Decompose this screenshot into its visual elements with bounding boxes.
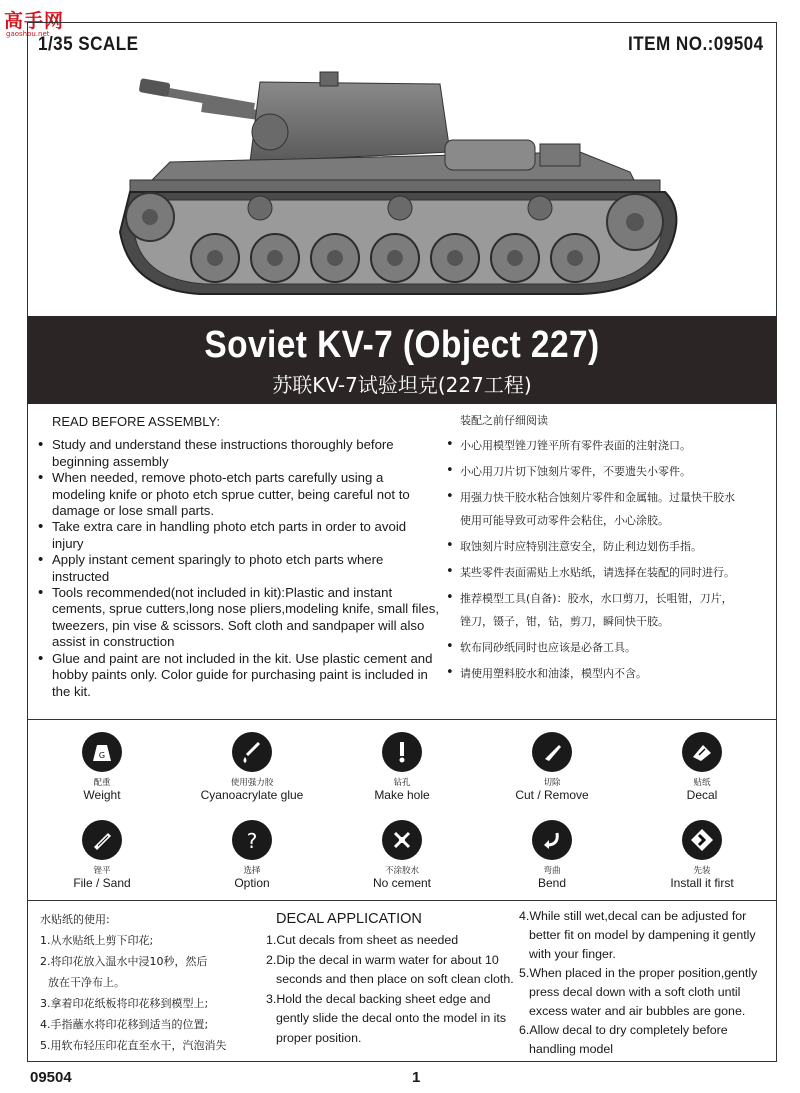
legend-label-cn: 钻孔 — [393, 778, 411, 788]
decal-line: 4.手指蘸水将印花移到适当的位置; — [40, 1018, 209, 1031]
legend-label-en: Bend — [537, 876, 567, 890]
install-first-icon — [682, 820, 722, 860]
list-item: • 某些零件表面需贴上水贴纸，请选择在装配的同时进行。 — [444, 566, 774, 579]
assembly-heading-en: READ BEFORE ASSEMBLY: — [52, 414, 221, 429]
decal-line: seconds and then place on soft clean cloth. — [276, 972, 514, 986]
legend-weight — [27, 732, 177, 802]
legend-label-en: Make hole — [374, 788, 430, 802]
legend-option — [177, 820, 327, 890]
list-item-line: 用强力快干胶水粘合蚀刻片零件和金属轴。过量快干胶水 — [460, 491, 735, 504]
tank-illustration — [110, 62, 690, 302]
legend-label-cn: 不涂胶水 — [384, 866, 419, 876]
watermark-url: gaoshou.net — [6, 30, 50, 38]
watermark-text: 高手网 — [4, 10, 65, 32]
scale-label: 1/35 SCALE — [38, 34, 139, 55]
list-item: • When needed, remove photo-etch parts carefully using a modeling knife or photo etch sprue cutter, being careful not to damage or lose small parts. — [38, 470, 440, 519]
list-item: • Glue and paint are not included in the kit. Use plastic cement and hobby paints only. Color guide for purchasing paint is included in the kit. — [38, 651, 440, 700]
svg-text:?: ? — [246, 829, 258, 853]
weight-icon — [82, 732, 122, 772]
no-cement-icon — [382, 820, 422, 860]
decal-line: 5.When placed in the proper position,gently — [519, 966, 758, 980]
legend-label-en: Decal — [686, 788, 718, 802]
title-banner — [27, 316, 777, 404]
legend-install-first — [627, 820, 777, 890]
legend-label-cn: 锉平 — [93, 866, 111, 876]
list-item: • Study and understand these instructions thoroughly before beginning assembly — [38, 437, 440, 470]
decal-line: 4.While still wet,decal can be adjusted for — [519, 909, 747, 923]
footer-item-code: 09504 — [30, 1069, 72, 1086]
decal-line: 1.从水贴纸上剪下印花; — [40, 934, 154, 947]
list-item: • Apply instant cement sparingly to photo etch parts where instructed — [38, 552, 440, 585]
decal-heading-en: DECAL APPLICATION — [276, 911, 422, 927]
list-item: • 请使用塑料胶水和油漆，模型内不含。 — [444, 667, 774, 680]
decal-line: 2.将印花放入温水中浸10秒，然后 — [40, 955, 208, 968]
knife-icon — [532, 732, 572, 772]
section-divider — [27, 719, 777, 720]
decal-line: 3.拿着印花纸板将印花移到模型上; — [40, 997, 209, 1010]
glue-bottle-icon — [232, 732, 272, 772]
list-item — [444, 491, 774, 527]
legend-label-en: Cyanoacrylate glue — [200, 788, 304, 802]
list-item — [444, 592, 774, 628]
decal-line: 2.Dip the decal in warm water for about 10 — [266, 952, 499, 967]
legend-glue — [177, 732, 327, 802]
legend-label-cn: 配重 — [93, 778, 111, 788]
product-subtitle-cn: 苏联KV-7试验坦克(227工程) — [272, 373, 532, 397]
list-item: • Take extra care in handling photo etch parts in order to avoid injury — [38, 519, 440, 552]
legend-label-cn: 贴纸 — [693, 778, 711, 788]
decal-line: 6.Allow decal to dry completely before — [519, 1023, 728, 1037]
decal-instructions-en-left — [266, 909, 516, 1048]
legend-label-cn: 切除 — [543, 778, 561, 788]
legend-label-en: File / Sand — [73, 876, 131, 890]
legend-label-en: Weight — [83, 788, 121, 802]
list-item: • 取蚀刻片时应特别注意安全，防止利边划伤手指。 — [444, 540, 774, 553]
legend-no-cement — [327, 820, 477, 890]
legend-cut — [477, 732, 627, 802]
item-number: ITEM NO.:09504 — [628, 34, 764, 55]
decal-line: handling model — [529, 1042, 614, 1056]
product-title: Soviet KV-7 (Object 227) — [204, 324, 600, 366]
decal-line: 1.Cut decals from sheet as needed — [266, 933, 459, 947]
legend-drill — [327, 732, 477, 802]
list-item: • 小心用模型锉刀锉平所有零件表面的注射浇口。 — [444, 439, 774, 452]
list-item-line: 锉刀，镊子，钳，钻，剪刀，瞬间快干胶。 — [460, 615, 669, 628]
decal-line: press decal down with a soft cloth until — [529, 985, 741, 999]
drill-icon — [382, 732, 422, 772]
decal-instructions-cn — [40, 909, 260, 1056]
legend-label-cn: 先装 — [693, 866, 711, 876]
legend-label-cn: 使用强力胶 — [230, 778, 274, 788]
legend-decal — [627, 732, 777, 802]
bend-arrow-icon — [532, 820, 572, 860]
list-item: • Tools recommended(not included in kit):Plastic and instant cements, sprue cutters,long nose pliers,modeling knife, small files, tweezers, pin vise & scissors. Soft cloth and sandpaper will also assist in construction — [38, 585, 440, 651]
decal-line: with your finger. — [529, 947, 616, 961]
assembly-notes-cn — [444, 414, 774, 693]
section-divider — [27, 900, 777, 901]
list-item-line: 推荐模型工具(自备)：胶水，水口剪刀，长咀钳，刀片， — [460, 592, 733, 605]
decal-heading-cn: 水贴纸的使用: — [40, 913, 110, 926]
file-sand-icon — [82, 820, 122, 860]
decal-line: 放在干净布上。 — [48, 976, 125, 989]
legend-label-en: Install it first — [670, 876, 734, 890]
legend-file — [27, 820, 177, 890]
decal-line: gently slide the decal onto the model in its — [276, 1011, 507, 1025]
question-mark-icon — [232, 820, 272, 860]
decal-line: proper position. — [276, 1030, 362, 1045]
decal-line: 3.Hold the decal backing sheet edge and — [266, 991, 491, 1006]
legend-label-en: No cement — [372, 876, 432, 890]
assembly-notes-en — [38, 414, 440, 700]
legend-label-cn: 弯曲 — [543, 866, 561, 876]
legend-label-en: Cut / Remove — [515, 788, 589, 802]
list-item: • 软布同砂纸同时也应该是必备工具。 — [444, 641, 774, 654]
page-number: 1 — [412, 1069, 421, 1086]
decal-line: excess water and air bubbles are gone. — [529, 1004, 746, 1018]
legend-bend — [477, 820, 627, 890]
decal-icon — [682, 732, 722, 772]
list-item: • 小心用刀片切下蚀刻片零件，不要遗失小零件。 — [444, 465, 774, 478]
list-item-line: 使用可能导致可动零件会粘住，小心涂胶。 — [460, 514, 669, 527]
decal-instructions-en-right — [519, 907, 774, 1059]
decal-line: 5.用软布轻压印花直至水干，汽泡消失 — [40, 1039, 227, 1052]
svg-text:G: G — [98, 751, 106, 760]
assembly-heading-cn: 装配之前仔细阅读 — [460, 414, 548, 427]
legend-label-cn: 选择 — [243, 866, 261, 876]
icon-legend — [27, 722, 777, 900]
decal-line: better fit on model by dampening it gently — [529, 928, 756, 942]
legend-label-en: Option — [234, 876, 270, 890]
